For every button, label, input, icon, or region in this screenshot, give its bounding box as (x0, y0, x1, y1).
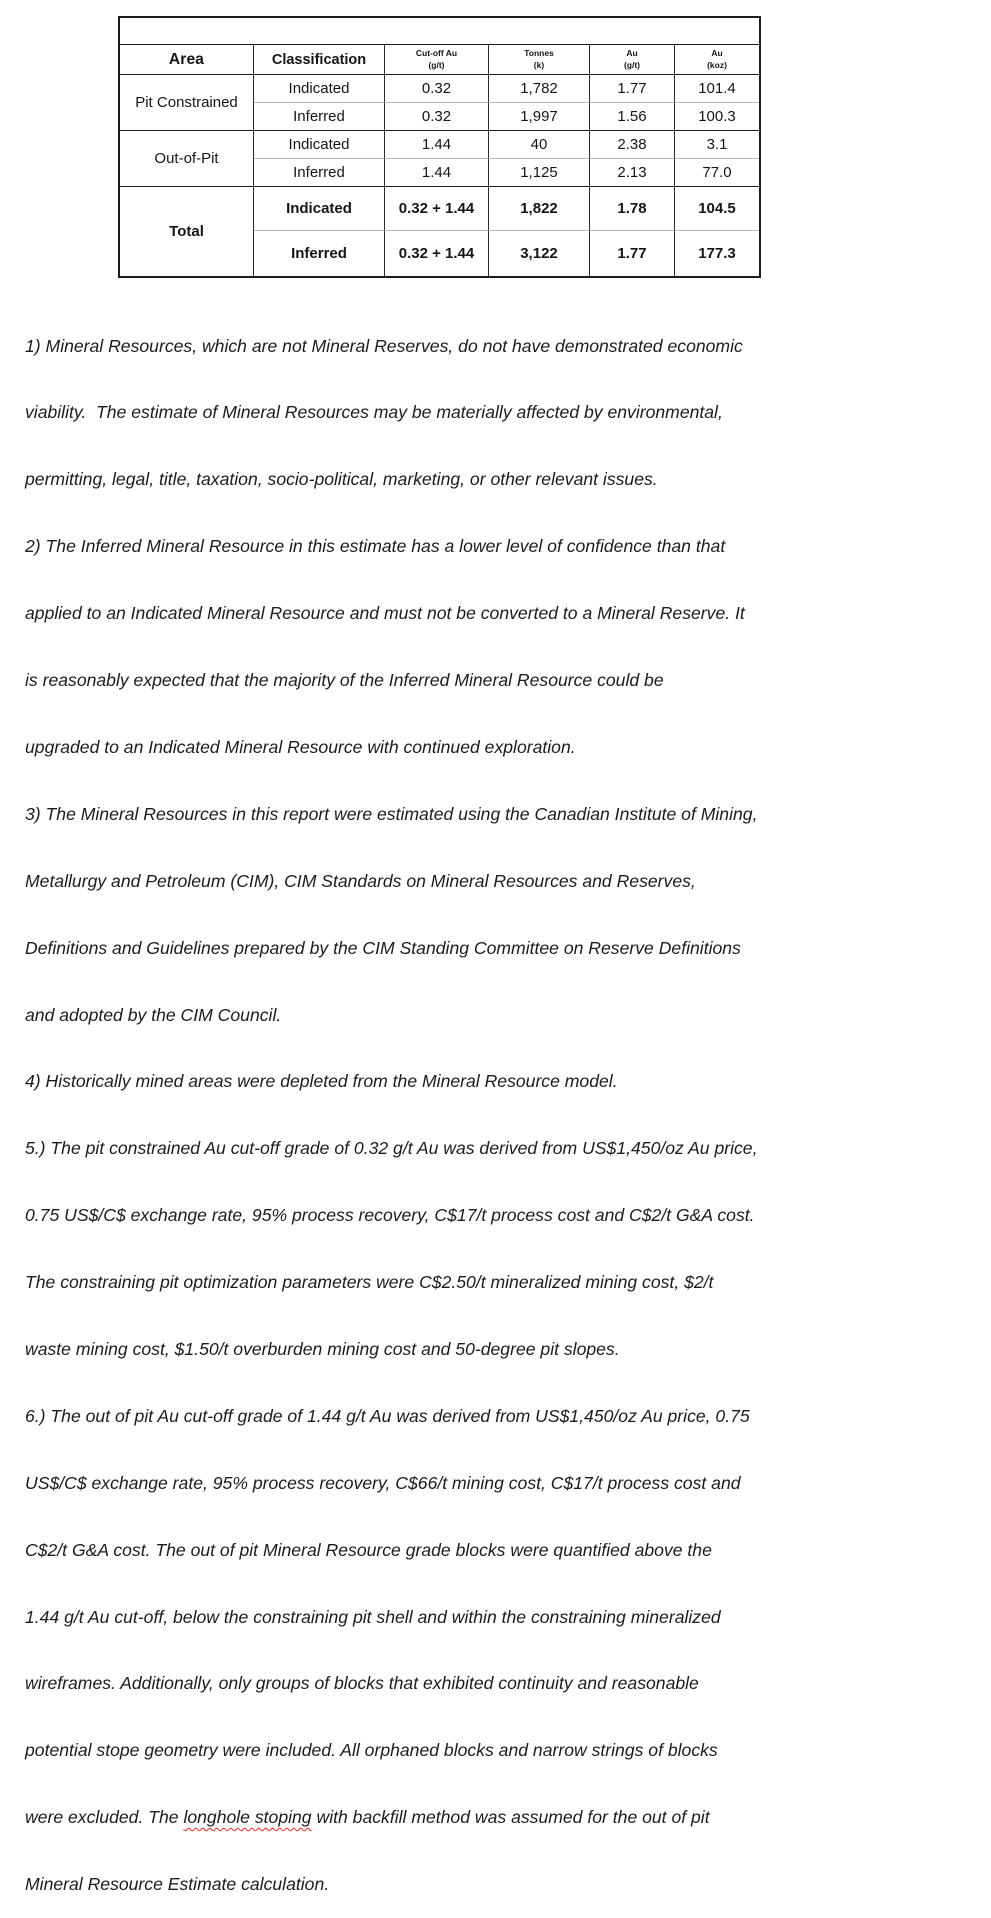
au-gpt-cell: 1.78 (590, 187, 675, 231)
note-line: 2) The Inferred Mineral Resource in this estimate has a lower level of confidence than that (25, 536, 726, 557)
note-line: 1) Mineral Resources, which are not Mineral Reserves, do not have demonstrated economic (25, 335, 743, 356)
note-line: waste mining cost, $1.50/t overburden mining cost and 50-degree pit slopes. (25, 1338, 620, 1359)
resource-estimate-notes (25, 290, 758, 1918)
note-line: viability. The estimate of Mineral Resources may be materially affected by environmental, (25, 402, 723, 423)
table-row (120, 75, 759, 103)
header-classification: Classification (254, 45, 385, 75)
header-area: Area (120, 45, 254, 75)
tonnes-cell: 1,782 (489, 75, 590, 103)
au-gpt-cell: 1.77 (590, 75, 675, 103)
note-line: 5.) The pit constrained Au cut-off grade of 0.32 g/t Au was derived from US$1,450/oz Au price, (25, 1138, 758, 1159)
header-au-gpt (590, 45, 675, 75)
au-koz-cell: 101.4 (675, 75, 759, 103)
header-cutoff-unit: (g/t) (428, 59, 445, 70)
header-au-gpt-title: Au (626, 48, 638, 59)
tonnes-cell: 1,822 (489, 187, 590, 231)
header-au-koz (675, 45, 759, 75)
tonnes-cell: 1,125 (489, 159, 590, 187)
cutoff-cell: 1.44 (385, 159, 489, 187)
au-gpt-cell: 2.13 (590, 159, 675, 187)
tonnes-cell: 40 (489, 131, 590, 159)
classification-cell: Inferred (254, 103, 385, 131)
area-cell-total: Total (120, 187, 254, 276)
cutoff-cell: 0.32 (385, 75, 489, 103)
cutoff-cell: 1.44 (385, 131, 489, 159)
area-cell-pit-constrained: Pit Constrained (120, 75, 254, 131)
note-line: permitting, legal, title, taxation, socio-political, marketing, or other relevant issues. (25, 469, 658, 490)
header-au-gpt-unit: (g/t) (623, 59, 641, 70)
au-koz-cell: 177.3 (698, 245, 736, 262)
classification-cell: Indicated (254, 187, 385, 231)
note-line: Metallurgy and Petroleum (CIM), CIM Standards on Mineral Resources and Reserves, (25, 870, 696, 891)
header-au-koz-unit: (koz) (707, 59, 727, 70)
header-au-koz-title: Au (711, 48, 723, 59)
blank-cell (120, 18, 759, 45)
note-line: US$/C$ exchange rate, 95% process recovery, C$66/t mining cost, C$17/t process cost and (25, 1472, 741, 1493)
note-line: 4) Historically mined areas were depleted from the Mineral Resource model. (25, 1071, 618, 1092)
note-text: were excluded. The (25, 1807, 184, 1828)
note-line: 3) The Mineral Resources in this report were estimated using the Canadian Institute of Mining, (25, 803, 758, 824)
header-cutoff (385, 45, 489, 75)
header-cutoff-title: Cut-off Au (415, 48, 458, 59)
table-row-total (120, 187, 759, 231)
header-tonnes (489, 45, 590, 75)
table-row (120, 131, 759, 159)
table-blank-row (120, 18, 759, 45)
note-text: with backfill method was assumed for the out of pit (311, 1807, 710, 1828)
au-gpt-cell: 1.56 (590, 103, 675, 131)
mineral-resource-table-container (118, 16, 761, 278)
note-line: is reasonably expected that the majority of the Inferred Mineral Resource could be (25, 670, 664, 691)
note-line: The constraining pit optimization parameters were C$2.50/t mineralized mining cost, $2/t (25, 1272, 714, 1293)
au-koz-cell: 100.3 (675, 103, 759, 131)
au-gpt-cell: 1.77 (590, 231, 675, 276)
cutoff-cell: 0.32 + 1.44 (385, 231, 489, 276)
note-line: upgraded to an Indicated Mineral Resource with continued exploration. (25, 736, 576, 757)
tonnes-cell: 3,122 (489, 231, 590, 276)
classification-cell: Inferred (254, 159, 385, 187)
au-koz-cell: 3.1 (675, 131, 759, 159)
table-header-row (120, 45, 759, 75)
header-tonnes-title: Tonnes (524, 48, 554, 59)
note-line: applied to an Indicated Mineral Resource and must not be converted to a Mineral Reserve. It (25, 603, 745, 624)
cutoff-cell: 0.32 (385, 103, 489, 131)
classification-cell: Indicated (254, 131, 385, 159)
note-line: Mineral Resource Estimate calculation. (25, 1874, 330, 1895)
note-line: wireframes. Additionally, only groups of blocks that exhibited continuity and reasonable (25, 1673, 699, 1694)
tonnes-cell: 1,997 (489, 103, 590, 131)
cutoff-cell: 0.32 + 1.44 (385, 187, 489, 231)
note-line: 1.44 g/t Au cut-off, below the constraining pit shell and within the constraining mineralized (25, 1606, 721, 1627)
classification-cell: Inferred (254, 231, 385, 276)
note-line: and adopted by the CIM Council. (25, 1004, 282, 1025)
note-line (25, 1806, 758, 1828)
classification-cell: Indicated (254, 75, 385, 103)
au-koz-cell: 104.5 (675, 187, 759, 231)
au-gpt-cell: 2.38 (590, 131, 675, 159)
area-cell-out-of-pit: Out-of-Pit (120, 131, 254, 187)
mineral-resource-table (118, 16, 761, 278)
note-line: Definitions and Guidelines prepared by the CIM Standing Committee on Reserve Definitions (25, 937, 741, 958)
au-koz-cell: 77.0 (675, 159, 759, 187)
note-line: 6.) The out of pit Au cut-off grade of 1.44 g/t Au was derived from US$1,450/oz Au price, 0.75 (25, 1405, 750, 1426)
note-line: 0.75 US$/C$ exchange rate, 95% process recovery, C$17/t process cost and C$2/t G&A cost. (25, 1205, 755, 1226)
spellcheck-flagged-word: longhole stoping (183, 1807, 312, 1828)
header-tonnes-unit: (k) (533, 59, 545, 70)
note-line: potential stope geometry were included. All orphaned blocks and narrow strings of blocks (25, 1740, 718, 1761)
note-line: C$2/t G&A cost. The out of pit Mineral Resource grade blocks were quantified above the (25, 1539, 712, 1560)
